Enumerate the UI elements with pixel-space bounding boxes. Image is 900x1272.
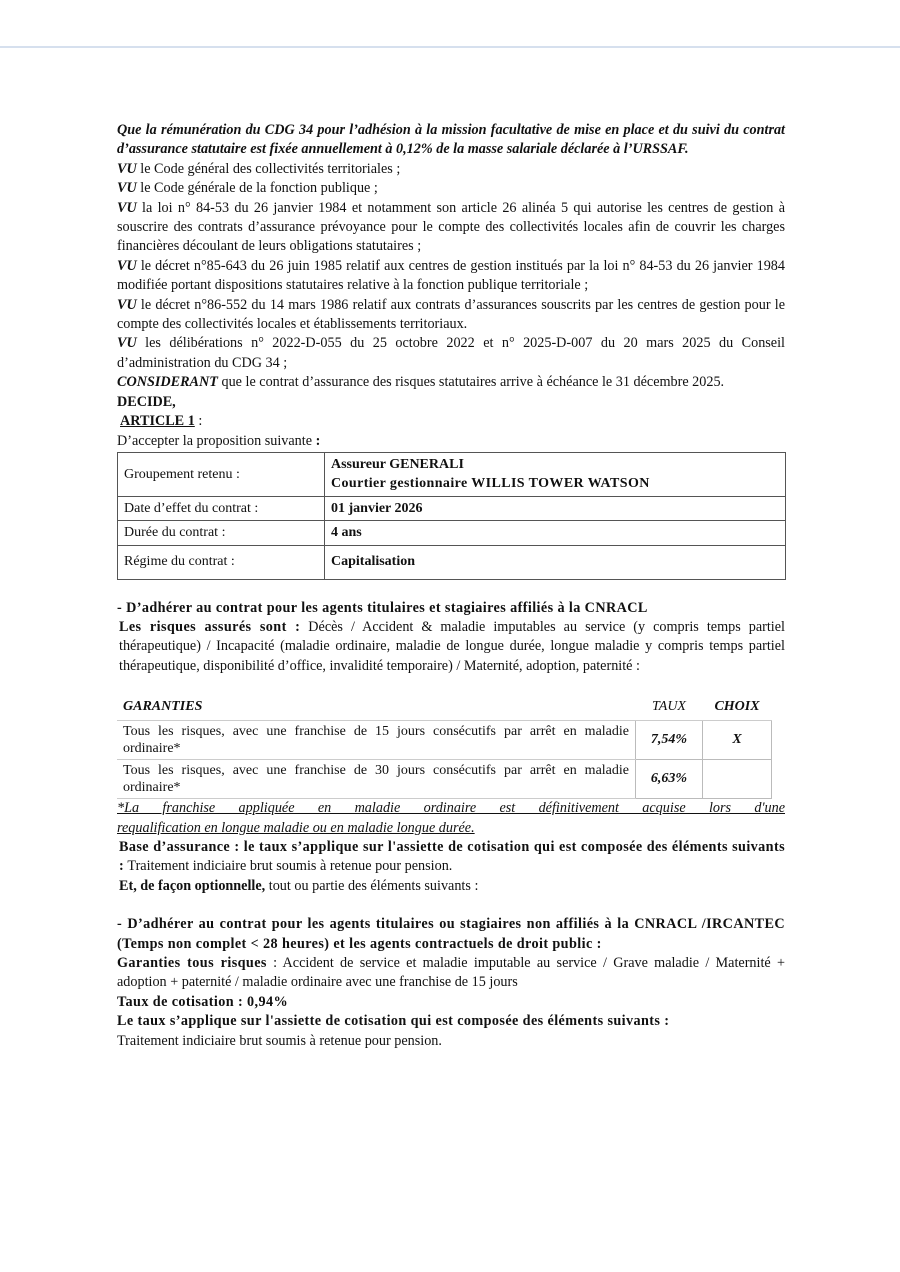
ircantec-assiette-text: Traitement indiciaire brut soumis à retenue pour pension.: [117, 1032, 442, 1049]
guarantee-rate: 6,63%: [636, 760, 703, 799]
table-cell-value: [325, 452, 786, 496]
base-bold: Base d’assurance : le taux s’applique sur l'assiette de cotisation qui est composée des éléments suivants :: [119, 838, 785, 875]
ircantec-guar-text: : Accident de service et maladie imputable au service / Grave maladie / Maternité + adoption + paternité / maladie ordinaire avec une franchise de 15 jours: [117, 955, 785, 991]
vu-prefix: VU: [117, 296, 137, 313]
vu-prefix: VU: [117, 335, 137, 352]
header-rule: [0, 46, 900, 48]
table-cell-value: 01 janvier 2026: [325, 496, 786, 520]
table-row: [118, 545, 786, 579]
ircantec-guar-label: Garanties tous risques: [117, 955, 267, 971]
guarantee-choice-mark: X: [703, 721, 772, 760]
vu-prefix: VU: [117, 199, 137, 216]
considerant-prefix: CONSIDERANT: [117, 374, 218, 391]
vu-text: la loi n° 84-53 du 26 janvier 1984 et notamment son article 26 alinéa 5 qui autorise les centres de gestion à souscrire des contrats d’assurance prévoyance pour le compte des collectivités locales afin de couvrir les charges financières découlant de leurs obligations statutaires ;: [117, 199, 785, 255]
vu-item: [117, 199, 785, 257]
vu-list: [117, 160, 785, 373]
considerant-paragraph: [117, 373, 785, 392]
article-heading: [117, 412, 785, 431]
vu-item: [117, 179, 785, 198]
guarantee-label: Tous les risques, avec une franchise de 30 jours consécutifs par arrêt en maladie ordinaire*: [117, 760, 636, 799]
table-cell-label: Régime du contrat :: [118, 545, 325, 579]
header-choix: CHOIX: [703, 694, 772, 721]
table-row: [118, 496, 786, 520]
accept-text: D’accepter la proposition suivante: [117, 432, 316, 449]
vu-text: le décret n°86-552 du 14 mars 1986 relatif aux contrats d’assurances souscrits par les centres de gestion pour le compte des collectivités locales et établissements territoriaux.: [117, 296, 785, 333]
guarantee-label: Tous les risques, avec une franchise de 15 jours consécutifs par arrêt en maladie ordinaire*: [117, 721, 636, 760]
ircantec-guarantees: [117, 954, 785, 993]
considerant-text: que le contrat d’assurance des risques statutaires arrive à échéance le 31 décembre 2025.: [217, 374, 725, 391]
cnracl-risks: [117, 618, 785, 676]
article-colon: :: [194, 413, 203, 430]
vu-item: [117, 296, 785, 335]
vu-text: les délibérations n° 2022-D-055 du 25 octobre 2022 et n° 2025-D-007 du 20 mars 2025 du Conseil d’administration du CDG 34 ;: [117, 335, 785, 371]
vu-item: [117, 334, 785, 373]
vu-text: le décret n°85-643 du 26 juin 1985 relatif aux centres de gestion institués par la loi n° 84-53 du 26 janvier 1984 modifiée portant dispositions statutaires relative à la fonction publique territoriale ;: [117, 257, 785, 294]
table-header-row: [117, 694, 772, 721]
accept-line: [117, 432, 785, 451]
table-row: [117, 760, 772, 799]
table-cell-value: 4 ans: [325, 521, 786, 545]
vu-item: [117, 160, 785, 179]
risks-text: Décès / Accident & maladie imputables au service (y compris temps partiel thérapeutique) / Incapacité (maladie ordinaire, maladie de longue durée, longue maladie y compris temps partiel thérapeutique, disponibilité d’office, invalidité temporaire) / Maternité, adoption, paternité :: [119, 618, 785, 674]
optional-bold: Et, de façon optionnelle,: [119, 877, 266, 894]
guarantees-table: [117, 694, 772, 799]
optional-text: tout ou partie des éléments suivants :: [265, 877, 479, 894]
vu-item: [117, 257, 785, 296]
table-row: [117, 721, 772, 760]
article-title: ARTICLE 1: [120, 413, 195, 430]
vu-text: le Code générale de la fonction publique ;: [136, 180, 378, 197]
vu-prefix: VU: [117, 160, 137, 177]
ircantec-heading: - D’adhérer au contrat pour les agents titulaires ou stagiaires non affiliés à la CNRACL /IRCANTEC (Temps non complet < 28 heures) et les agents contractuels de droit public :: [117, 916, 785, 952]
optional-paragraph: [117, 877, 785, 896]
vu-prefix: VU: [117, 180, 137, 197]
proposal-table: [117, 452, 786, 580]
document-body: [117, 121, 785, 1051]
broker-name: Courtier gestionnaire WILLIS TOWER WATSON: [331, 476, 650, 492]
vu-text: le Code général des collectivités territoriales ;: [136, 160, 401, 177]
table-cell-value: Capitalisation: [325, 545, 786, 579]
franchise-note-line1: *La franchise appliquée en maladie ordinaire est définitivement acquise lors d'une: [117, 800, 785, 817]
table-cell-label: Groupement retenu :: [118, 452, 325, 496]
table-cell-label: Durée du contrat :: [118, 521, 325, 545]
guarantee-choice-mark: [703, 760, 772, 799]
cnracl-heading: - D’adhérer au contrat pour les agents titulaires et stagiaires affiliés à la CNRACL: [117, 599, 648, 616]
header-garanties: GARANTIES: [117, 694, 636, 721]
remuneration-paragraph: Que la rémunération du CDG 34 pour l’adhésion à la mission facultative de mise en place et du suivi du contrat d’assurance statutaire est fixée annuellement à 0,12% de la masse salariale déclarée à l’URSSAF.: [117, 122, 785, 158]
table-row: [118, 521, 786, 545]
accept-colon: :: [315, 432, 321, 449]
decide-heading: DECIDE,: [117, 393, 176, 410]
ircantec-rate: Taux de cotisation : 0,94%: [117, 993, 289, 1010]
guarantee-rate: 7,54%: [636, 721, 703, 760]
insurer-name: Assureur GENERALI: [331, 456, 464, 472]
header-taux: TAUX: [636, 694, 703, 721]
table-row: [118, 452, 786, 496]
vu-prefix: VU: [117, 257, 137, 274]
base-paragraph: [117, 838, 785, 877]
franchise-note-line2: requalification en longue maladie ou en maladie longue durée.: [117, 819, 475, 836]
base-text: Traitement indiciaire brut soumis à retenue pour pension.: [124, 858, 453, 875]
table-cell-label: Date d’effet du contrat :: [118, 496, 325, 520]
ircantec-assiette: Le taux s’applique sur l'assiette de cotisation qui est composée des éléments suivants :: [117, 1013, 670, 1030]
risks-label: Les risques assurés sont :: [119, 618, 301, 635]
